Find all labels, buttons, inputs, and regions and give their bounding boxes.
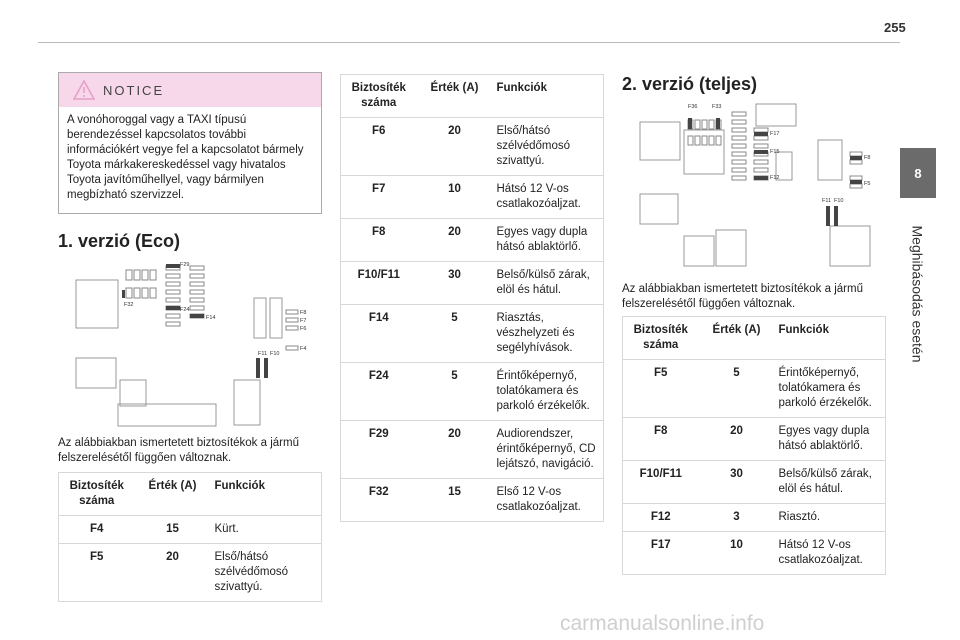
table-row [623, 418, 886, 461]
warning-icon [73, 80, 95, 100]
chapter-title-text: Meghibásodás esetén [909, 225, 925, 363]
fuse-label-f12: F12 [770, 175, 780, 181]
fuse-table-full [622, 316, 886, 575]
fuse-label-f6: F6 [300, 326, 307, 332]
fuse-label-f29: F29 [180, 262, 190, 268]
chapter-title [904, 206, 930, 382]
table-row [623, 532, 886, 575]
table-row [341, 176, 604, 219]
notice-box [58, 72, 322, 214]
fuse-cell: F17 [623, 532, 699, 575]
fuse-label-f14: F14 [206, 315, 216, 321]
header-value: Érték (A) [135, 473, 211, 516]
fuse-label-f33: F33 [712, 104, 722, 110]
header-fuse: Biztosíték száma [623, 317, 699, 360]
header-function: Funkciók [211, 473, 322, 516]
watermark: carmanualsonline.info [560, 612, 765, 635]
version1-paragraph: Az alábbiakban ismertetett biztosítékok a jármű felszerelésétől függően változnak. [58, 437, 299, 464]
fuse-cell: F10/F11 [341, 262, 417, 305]
fuse-cell: F5 [59, 544, 135, 602]
value-cell: 20 [135, 544, 211, 602]
version2-paragraph: Az alábbiakban ismertetett biztosítékok a jármű felszerelésétől függően változnak. [622, 283, 863, 310]
function-cell: Hátsó 12 V-os csatlakozóaljzat. [493, 176, 604, 219]
function-cell: Belső/külső zárak, elöl és hátul. [775, 461, 886, 504]
fuse-table-eco [58, 472, 322, 602]
fuse-cell: F12 [623, 504, 699, 532]
top-divider [38, 42, 900, 43]
value-cell: 15 [417, 479, 493, 522]
table-row [341, 219, 604, 262]
page-number: 255 [884, 20, 906, 35]
header-function: Funkciók [775, 317, 886, 360]
function-cell: Első/hátsó szélvédőmosó szivattyú. [493, 118, 604, 176]
fuse-cell: F29 [341, 421, 417, 479]
header-value: Érték (A) [417, 75, 493, 118]
value-cell: 30 [417, 262, 493, 305]
function-cell: Riasztás, vészhelyzeti és segélyhívások. [493, 305, 604, 363]
value-cell: 20 [417, 118, 493, 176]
fuse-table-eco-continued [340, 74, 604, 522]
table-row [341, 479, 604, 522]
function-cell: Belső/külső zárak, elöl és hátul. [493, 262, 604, 305]
version2-heading: 2. verzió (teljes) [622, 74, 758, 94]
chapter-number: 8 [914, 165, 922, 181]
header-value: Érték (A) [699, 317, 775, 360]
value-cell: 10 [417, 176, 493, 219]
table-row [341, 118, 604, 176]
header-function: Funkciók [493, 75, 604, 118]
table-header-row [59, 473, 322, 516]
notice-text: A vonóhoroggal vagy a TAXI típusú berendezéssel kapcsolatos további információkért vegye fel a kapcsolatot bármely Toyota márkakereskedéssel vagy hivatalos Toyota javítóműhellyel, vagy bármilyen megbízható szervizzel. [67, 114, 304, 201]
fusebox-diagram-eco [72, 260, 312, 430]
fuse-label-f5: F5 [864, 181, 871, 187]
fusebox-diagram-full [636, 100, 876, 270]
value-cell: 5 [699, 360, 775, 418]
fuse-cell: F7 [341, 176, 417, 219]
value-cell: 5 [417, 363, 493, 421]
fuse-cell: F24 [341, 363, 417, 421]
fuse-label-f8: F8 [300, 310, 307, 316]
fuse-label-f17: F17 [770, 131, 780, 137]
table-row [341, 262, 604, 305]
fuse-cell: F8 [623, 418, 699, 461]
fuse-label-f8: F8 [864, 155, 871, 161]
function-cell: Audiorendszer, érintőképernyő, CD lejátszó, navigáció. [493, 421, 604, 479]
value-cell: 10 [699, 532, 775, 575]
function-cell: Egyes vagy dupla hátsó ablaktörlő. [775, 418, 886, 461]
fuse-label-f7: F7 [300, 318, 307, 324]
fuse-cell: F32 [341, 479, 417, 522]
fuse-cell: F5 [623, 360, 699, 418]
table-row [341, 363, 604, 421]
value-cell: 3 [699, 504, 775, 532]
fuse-label-f32: F32 [124, 302, 134, 308]
value-cell: 20 [417, 421, 493, 479]
value-cell: 15 [135, 516, 211, 544]
function-cell: Kürt. [211, 516, 322, 544]
function-cell: Érintőképernyő, tolatókamera és parkoló érzékelők. [493, 363, 604, 421]
version1-heading: 1. verzió (Eco) [58, 231, 181, 251]
fuse-cell: F6 [341, 118, 417, 176]
table-row [623, 360, 886, 418]
header-fuse: Biztosíték száma [59, 473, 135, 516]
function-cell: Érintőképernyő, tolatókamera és parkoló érzékelők. [775, 360, 886, 418]
table-row [623, 461, 886, 504]
fuse-label-f10: F10 [270, 351, 280, 357]
notice-title: NOTICE [103, 82, 165, 98]
fuse-cell: F4 [59, 516, 135, 544]
fuse-label-f11: F11 [822, 198, 832, 204]
function-cell: Egyes vagy dupla hátsó ablaktörlő. [493, 219, 604, 262]
fuse-cell: F14 [341, 305, 417, 363]
table-row [59, 516, 322, 544]
table-header-row [623, 317, 886, 360]
value-cell: 20 [417, 219, 493, 262]
function-cell: Első 12 V-os csatlakozóaljzat. [493, 479, 604, 522]
fuse-label-f24: F24 [180, 307, 190, 313]
function-cell: Hátsó 12 V-os csatlakozóaljzat. [775, 532, 886, 575]
fuse-label-f4: F4 [300, 346, 307, 352]
table-row [59, 544, 322, 602]
notice-header [59, 73, 321, 107]
table-row [341, 305, 604, 363]
fuse-label-f11: F11 [258, 351, 268, 357]
value-cell: 20 [699, 418, 775, 461]
header-fuse: Biztosíték száma [341, 75, 417, 118]
fuse-label-f10: F10 [834, 198, 844, 204]
value-cell: 5 [417, 305, 493, 363]
table-row [341, 421, 604, 479]
fuse-cell: F8 [341, 219, 417, 262]
value-cell: 30 [699, 461, 775, 504]
fuse-cell: F10/F11 [623, 461, 699, 504]
fuse-label-f15: F15 [770, 149, 780, 155]
function-cell: Riasztó. [775, 504, 886, 532]
table-row [623, 504, 886, 532]
table-header-row [341, 75, 604, 118]
chapter-tab[interactable] [900, 148, 936, 198]
function-cell: Első/hátsó szélvédőmosó szivattyú. [211, 544, 322, 602]
fuse-label-f36: F36 [688, 104, 698, 110]
